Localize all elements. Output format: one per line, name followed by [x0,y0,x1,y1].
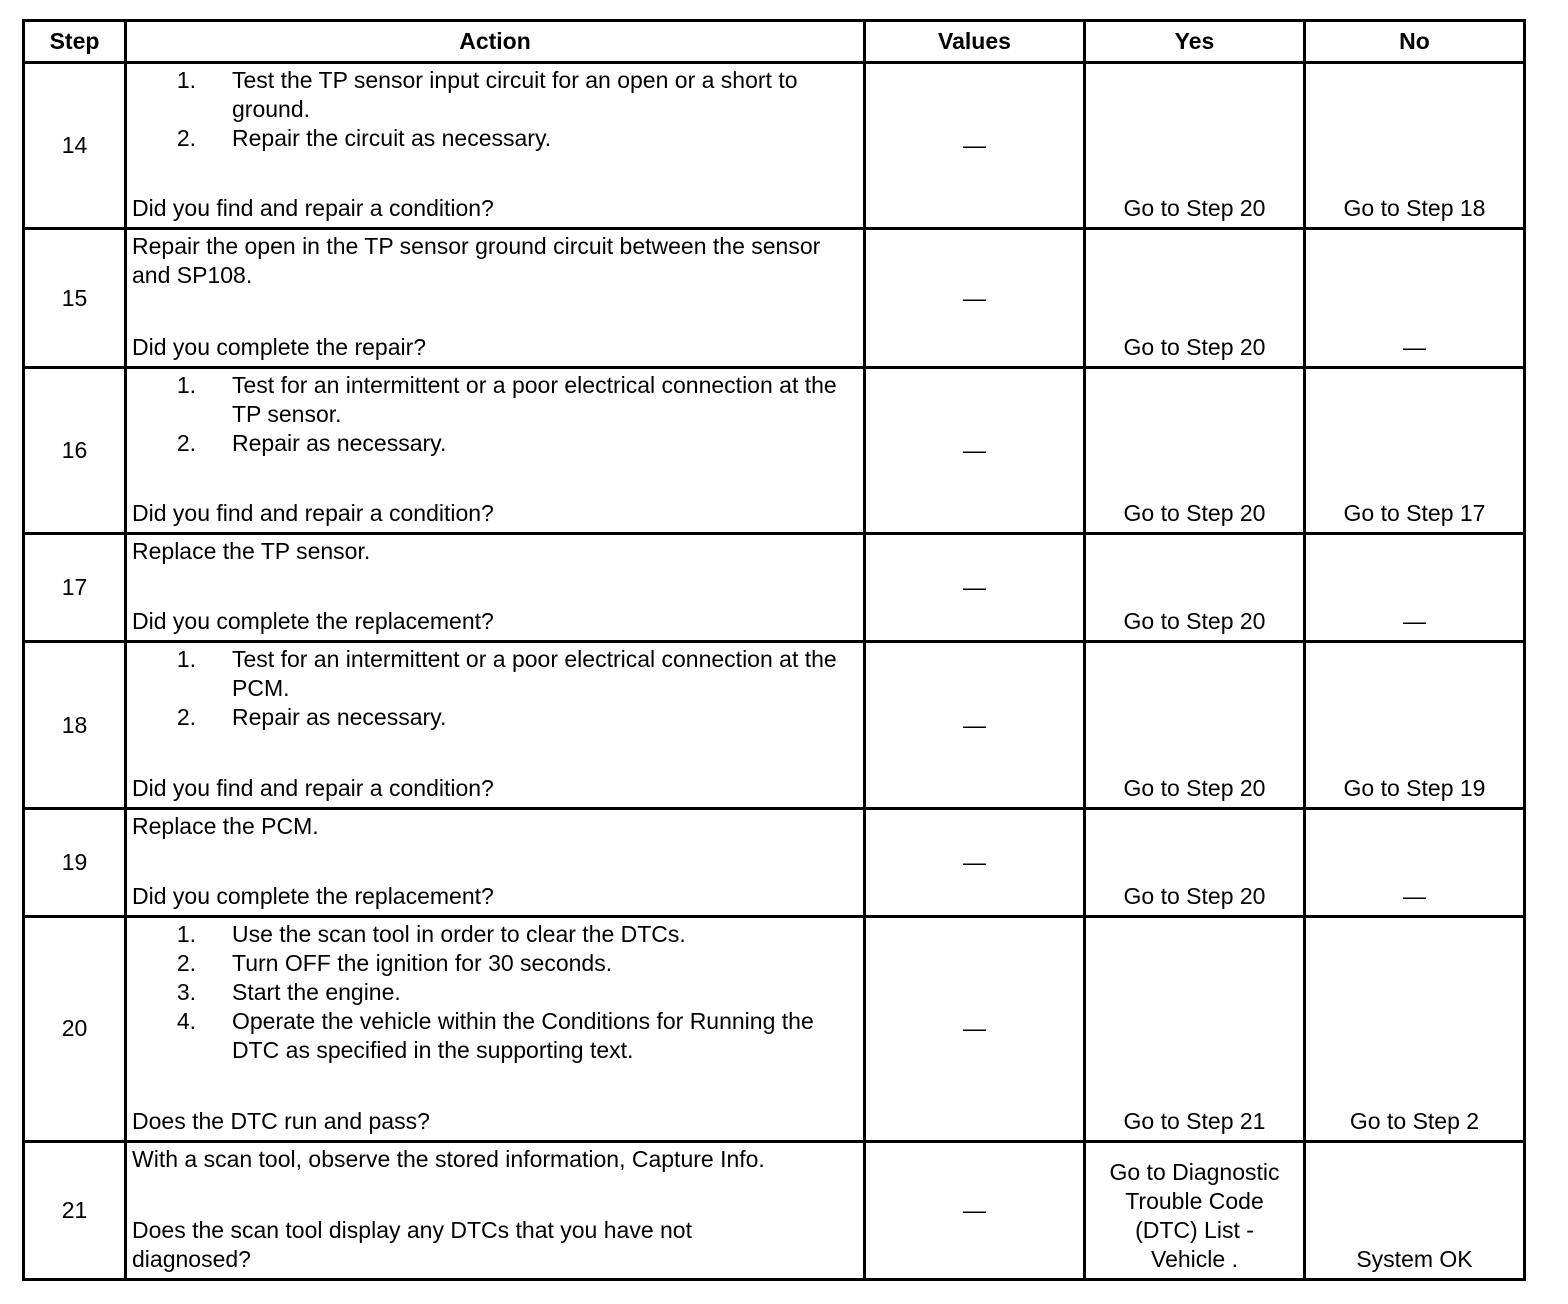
no-cell: Go to Step 18 [1305,63,1525,229]
yes-cell: Go to Step 20 [1085,534,1305,642]
step-number: 16 [24,367,126,533]
values-cell: — [865,808,1085,916]
table-row [24,917,1525,1142]
action-step: 1. Test the TP sensor input circuit for an open or a short to ground. [176,67,798,122]
yes-cell: Go to Step 20 [1085,642,1305,808]
action-cell [126,808,865,916]
action-steps [132,371,853,458]
action-cell [126,1141,865,1279]
table-row [24,229,1525,367]
no-cell: System OK [1305,1141,1525,1279]
action-question: Did you complete the repair? [132,333,427,360]
table-row [24,534,1525,642]
action-cell [126,63,865,229]
action-cell [126,534,865,642]
header-row [24,21,1525,63]
step-number: 14 [24,63,126,229]
header-values: Values [865,21,1085,63]
action-step: 1. Test for an intermittent or a poor electrical connection at the PCM. [176,646,837,702]
action-question: Did you find and repair a condition? [132,500,494,527]
table-row [24,642,1525,808]
values-cell: — [865,229,1085,367]
no-cell: — [1305,808,1525,916]
yes-cell: Go to Step 20 [1085,63,1305,229]
action-question: Did you complete the replacement? [132,883,494,910]
action-cell [126,229,865,367]
action-question: Did you find and repair a condition? [132,195,494,222]
step-number: 17 [24,534,126,642]
action-step: 2. Turn OFF the ignition for 30 seconds. [176,950,613,977]
yes-cell: Go to Step 20 [1085,229,1305,367]
header-step: Step [24,21,126,63]
diagnostic-table [22,19,1526,1281]
values-cell: — [865,63,1085,229]
action-step: 1. Test for an intermittent or a poor electrical connection at the TP sensor. [176,371,837,427]
values-cell: — [865,367,1085,533]
action-step: 2. Repair as necessary. [176,429,447,456]
values-cell: — [865,1141,1085,1279]
action-step: 2. Repair as necessary. [176,704,447,731]
no-cell: Go to Step 17 [1305,367,1525,533]
table-row [24,63,1525,229]
action-step: 2. Repair the circuit as necessary. [176,125,552,151]
action-question: Does the scan tool display any DTCs that you have not diagnosed? [132,1217,692,1272]
no-cell: — [1305,229,1525,367]
action-step: 3. Start the engine. [176,979,401,1006]
action-steps [132,645,853,732]
step-number: 18 [24,642,126,808]
header-no: No [1305,21,1525,63]
yes-cell: Go to Step 20 [1085,367,1305,533]
no-cell: — [1305,534,1525,642]
action-question: Does the DTC run and pass? [132,1107,430,1134]
action-cell [126,917,865,1142]
action-text: Repair the open in the TP sensor ground circuit between the sensor and SP108. [132,233,821,289]
no-cell: Go to Step 19 [1305,642,1525,808]
table-row [24,808,1525,916]
action-steps [132,66,853,153]
action-cell [126,642,865,808]
action-text: With a scan tool, observe the stored information, Capture Info. [132,1145,765,1172]
step-number: 19 [24,808,126,916]
values-cell: — [865,642,1085,808]
yes-cell-link[interactable]: Go to Diagnostic Trouble Code (DTC) List - Vehicle . [1085,1141,1305,1279]
action-step: 1. Use the scan tool in order to clear the DTCs. [176,921,686,948]
table-row [24,367,1525,533]
action-cell [126,367,865,533]
header-action: Action [126,21,865,63]
values-cell: — [865,917,1085,1142]
step-number: 21 [24,1141,126,1279]
no-cell: Go to Step 2 [1305,917,1525,1142]
action-step: 4. Operate the vehicle within the Conditions for Running the DTC as specified in the supporting text. [176,1008,814,1064]
yes-cell: Go to Step 21 [1085,917,1305,1142]
action-text: Replace the PCM. [132,812,319,839]
step-number: 15 [24,229,126,367]
action-text: Replace the TP sensor. [132,538,371,565]
table-row [24,1141,1525,1279]
header-yes: Yes [1085,21,1305,63]
action-steps [132,920,853,1065]
yes-cell: Go to Step 20 [1085,808,1305,916]
action-question: Did you complete the replacement? [132,608,494,635]
step-number: 20 [24,917,126,1142]
values-cell: — [865,534,1085,642]
action-question: Did you find and repair a condition? [132,774,494,801]
